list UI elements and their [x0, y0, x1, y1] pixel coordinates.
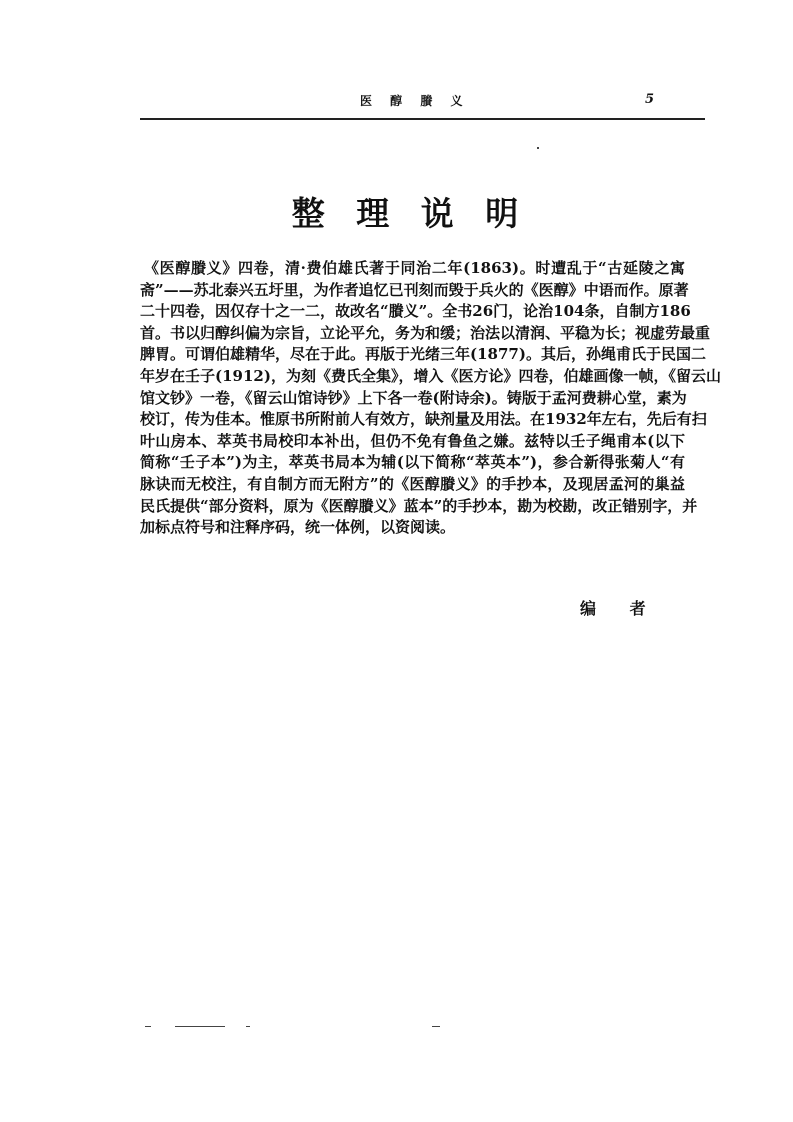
- scan-speck: [537, 147, 539, 149]
- body-line: 加标点符号和注释序码，统一体例，以资阅读。: [140, 518, 456, 537]
- running-header-title: 医 醇 賸 义: [360, 94, 470, 108]
- header-rule: [140, 118, 705, 120]
- scan-speck: [175, 1026, 225, 1027]
- body-line: 民氏提供“部分资料，原为《医醇賸义》蓝本”的手抄本，勘为校勘，改正错别字，并: [140, 496, 698, 515]
- body-line: 斋”——苏北泰兴五圩里，为作者追忆已刊刻而毁于兵火的《医醇》中语而作。原著: [140, 280, 689, 299]
- body-line: 首。书以归醇纠偏为宗旨，立论平允，务为和缓；治法以清润、平稳为长；视虚劳最重: [140, 323, 711, 342]
- scan-speck: [246, 1026, 250, 1027]
- body-line: 《医醇賸义》四卷，清·费伯雄氏著于同治二年(1863)。时遭乱于“古延陵之寓: [144, 259, 685, 277]
- body-line: 脾胃。可谓伯雄精华，尽在于此。再版于光绪三年(1877)。其后，孙绳甫氏于民国二: [140, 345, 706, 364]
- body-line: 馆文钞》一卷，《留云山馆诗钞》上下各一卷(附诗余)。铸版于孟河费耕心堂，素为: [140, 388, 687, 407]
- body-line: 脉诀而无校注，有自制方而无附方”的《医醇賸义》的手抄本，及现居孟河的巢益: [140, 474, 685, 493]
- body-line: 简称“壬子本”)为主，萃英书局本为辅(以下简称“萃英本”)，参合新得张菊人“有: [140, 453, 685, 472]
- scan-speck: [145, 1026, 151, 1027]
- body-text: [140, 258, 721, 539]
- section-title: 整 理 说 明: [291, 194, 529, 233]
- body-line: 年岁在壬子(1912)，为刻《费氏全集》，增入《医方论》四卷，伯雄画像一帧，《留云山: [140, 366, 721, 385]
- page-number: 5: [645, 92, 655, 107]
- body-line: 二十四卷，因仅存十之一二，故改名“賸义”。全书26门，论治104条，自制方186: [140, 302, 691, 321]
- scan-speck: [432, 1026, 440, 1027]
- body-line: 叶山房本、萃英书局校印本补出，但仍不免有鲁鱼之嫌。兹特以壬子绳甫本(以下: [140, 431, 685, 450]
- body-line: 校订，传为佳本。惟原书所附前人有效方，缺剂量及用法。在1932年左右，先后有扫: [140, 410, 707, 429]
- signature: 编 者: [580, 599, 660, 618]
